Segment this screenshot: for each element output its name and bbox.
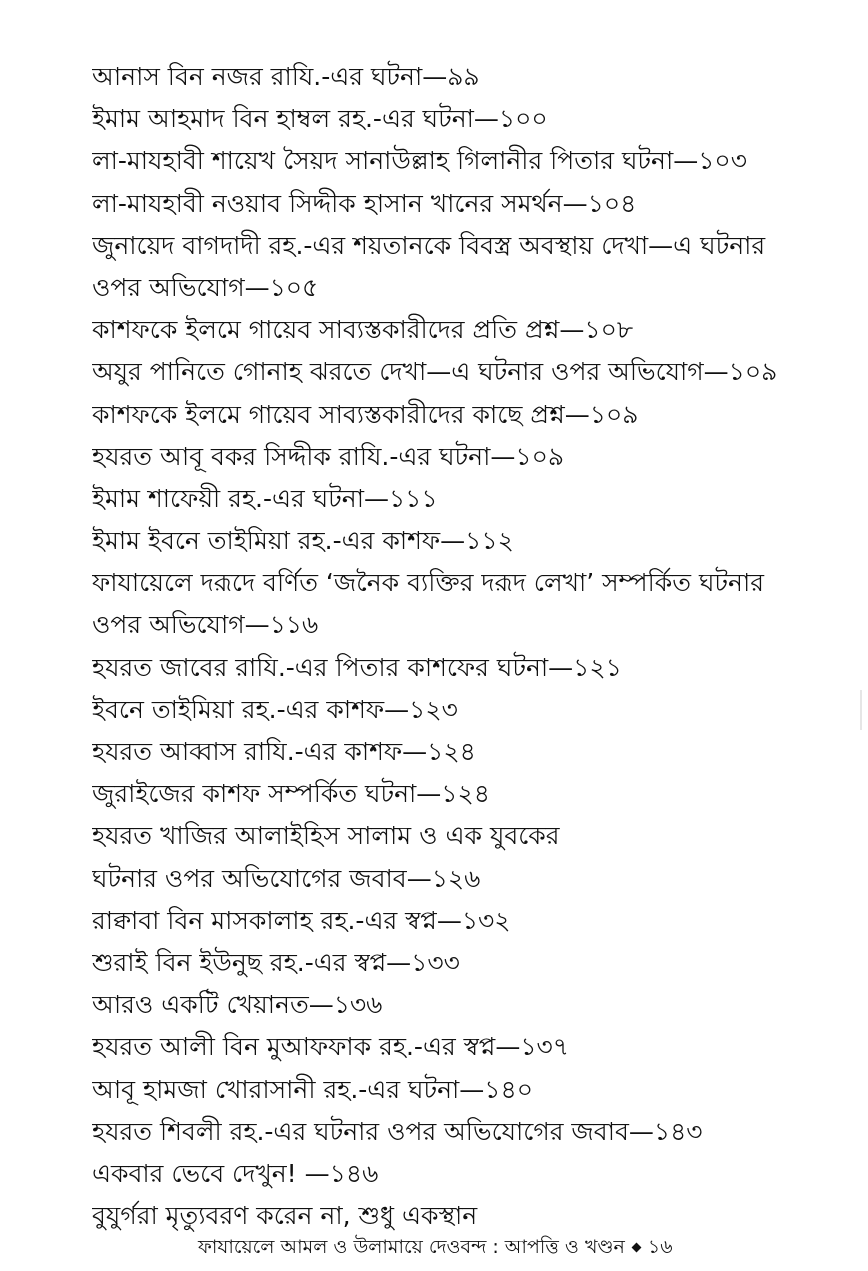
toc-entry: ইমাম ইবনে তাইমিয়া রহ.-এর কাশফ—১১২ — [92, 526, 514, 556]
toc-entry: হযরত জাবের রাযি.-এর পিতার কাশফের ঘটনা—১২১ — [92, 652, 622, 682]
toc-entry: লা-মাযহাবী নওয়াব সিদ্দীক হাসান খানের সমর্থন—১০৪ — [92, 188, 637, 218]
toc-entry: ইমাম আহমাদ বিন হাম্বল রহ.-এর ঘটনা—১০০ — [92, 104, 548, 134]
toc-entry: ইবনে তাইমিয়া রহ.-এর কাশফ—১২৩ — [92, 694, 458, 724]
toc-entry: শুরাই বিন ইউনুছ রহ.-এর স্বপ্ন—১৩৩ — [92, 947, 460, 977]
toc-entry: রাক্বাবা বিন মাসকালাহ রহ.-এর স্বপ্ন—১৩২ — [92, 905, 511, 935]
toc-entry: একবার ভেবে দেখুন! —১৪৬ — [92, 1158, 379, 1188]
toc-entry: বুযুর্গরা মৃত্যুবরণ করেন না, শুধু একস্থান — [92, 1201, 478, 1231]
toc-entry-continuation: ঘটনার ওপর অভিযোগের জবাব—১২৬ — [92, 863, 481, 893]
toc-entry: ইমাম শাফেয়ী রহ.-এর ঘটনা—১১১ — [92, 483, 438, 513]
running-book-title: ফাযায়েলে আমল ও উলামায়ে দেওবন্দ : আপত্তি ও খণ্ডন — [198, 1236, 625, 1258]
toc-entry: জুরাইজের কাশফ সম্পর্কিত ঘটনা—১২৪ — [92, 779, 490, 809]
page-number: ১৬ — [647, 1236, 673, 1258]
toc-entry: হযরত শিবলী রহ.-এর ঘটনার ওপর অভিযোগের জবাব—১৪৩ — [92, 1116, 703, 1146]
diamond-separator-icon — [631, 1242, 641, 1252]
table-of-contents — [92, 56, 842, 1237]
scan-edge-mark — [860, 690, 862, 730]
toc-entry: হযরত আব্বাস রাযি.-এর কাশফ—১২৪ — [92, 737, 476, 766]
toc-entry: হযরত আলী বিন মুআফফাক রহ.-এর স্বপ্ন—১৩৭ — [92, 1032, 570, 1062]
toc-entry: লা-মাযহাবী শায়েখ সৈয়দ সানাউল্লাহ গিলানীর পিতার ঘটনা—১০৩ — [92, 146, 747, 176]
toc-entry: কাশফকে ইলমে গায়েব সাব্যস্তকারীদের কাছে প্রশ্ন—১০৯ — [92, 399, 639, 429]
toc-entry: হযরত খাজির আলাইহিস সালাম ও এক যুবকের — [92, 821, 560, 851]
toc-entry: আবূ হামজা খোরাসানী রহ.-এর ঘটনা—১৪০ — [92, 1074, 533, 1104]
toc-entry-continuation: ওপর অভিযোগ—১০৫ — [92, 272, 319, 302]
toc-entry: অযুর পানিতে গোনাহ ঝরতে দেখা—এ ঘটনার ওপর অভিযোগ—১০৯ — [92, 357, 778, 387]
toc-entry: হযরত আবূ বকর সিদ্দীক রাযি.-এর ঘটনা—১০৯ — [92, 441, 565, 471]
toc-entry: কাশফকে ইলমে গায়েব সাব্যস্তকারীদের প্রতি প্রশ্ন—১০৮ — [92, 315, 634, 345]
toc-entry: ফাযায়েলে দরূদে বর্ণিত ‘জনৈক ব্যক্তির দরূদ লেখা’ সম্পর্কিত ঘটনার — [92, 568, 764, 598]
toc-entry-continuation: ওপর অভিযোগ—১১৬ — [92, 610, 319, 640]
toc-entry: জুনায়েদ বাগদাদী রহ.-এর শয়তানকে বিবস্ত্র অবস্থায় দেখা—এ ঘটনার — [92, 230, 766, 260]
toc-entry: আনাস বিন নজর রাযি.-এর ঘটনা—৯৯ — [92, 62, 480, 91]
toc-entry: আরও একটি খেয়ানত—১৩৬ — [92, 990, 383, 1020]
page-footer — [198, 1232, 798, 1262]
